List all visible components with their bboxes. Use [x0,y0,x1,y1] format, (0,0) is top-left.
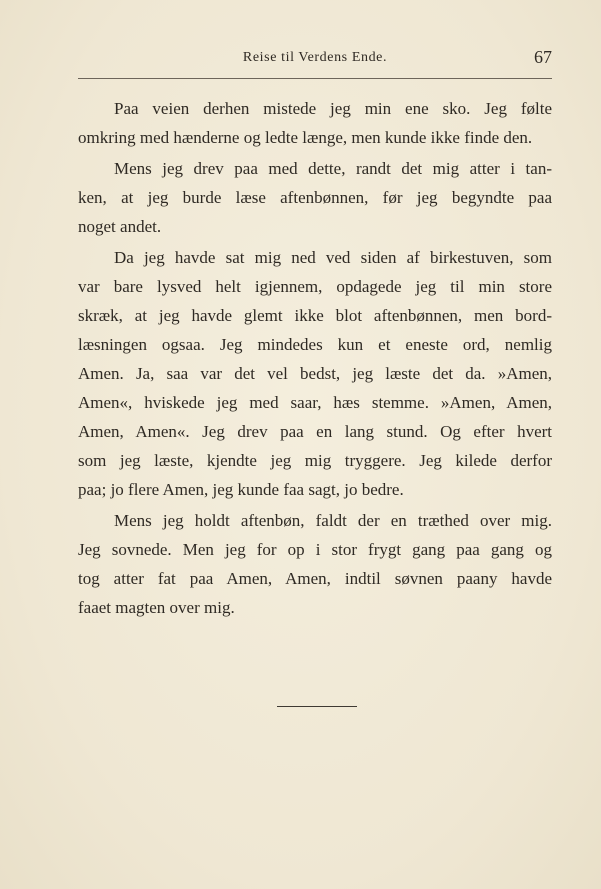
text-line: noget andet. [78,217,162,236]
text-line: tog atter fat paa Amen, Amen, indtil søvnen paany havde [78,569,552,588]
paragraph [78,243,552,504]
text-line: ken, at jeg burde læse aftenbønnen, før jeg begyndte paa [78,188,552,207]
text-line: faaet magten over mig. [78,598,235,617]
text-line: Amen. Ja, saa var det vel bedst, jeg læste det da. »Amen, [78,364,552,383]
text-line: læsningen ogsaa. Jeg mindedes kun et eneste ord, nemlig [78,335,552,354]
text-line: som jeg læste, kjendte jeg mig tryggere. Jeg kilede derfor [78,451,552,470]
text-line: paa; jo flere Amen, jeg kunde faa sagt, jo bedre. [78,480,404,499]
text-line: omkring med hænderne og ledte længe, men kunde ikke finde den. [78,128,533,147]
paragraph [78,94,552,152]
text-line: var bare lysved helt igjennem, opdagede jeg til min store [78,277,552,296]
text-line: skræk, at jeg havde glemt ikke blot aftenbønnen, men bord- [78,306,552,325]
text-line: Paa veien derhen mistede jeg min ene sko. Jeg følte [114,99,552,118]
running-head [78,47,552,72]
text-line: Amen«, hviskede jeg med saar, hæs stemme. »Amen, Amen, [78,393,552,412]
end-rule [277,706,357,707]
body-text [78,94,552,622]
paragraph [78,506,552,622]
text-line: Jeg sovnede. Men jeg for op i stor frygt gang paa gang og [78,540,552,559]
text-line: Amen, Amen«. Jeg drev paa en lang stund. Og efter hvert [78,422,552,441]
running-title: Reise til Verdens Ende. [242,50,388,65]
text-line: Mens jeg holdt aftenbøn, faldt der en træthed over mig. [114,511,552,530]
paragraph [78,154,552,241]
text-line: Da jeg havde sat mig ned ved siden af birkestuven, som [114,248,552,267]
page-number: 67 [534,47,552,67]
text-line: Mens jeg drev paa med dette, randt det mig atter i tan- [114,159,552,178]
header-rule [78,78,552,79]
